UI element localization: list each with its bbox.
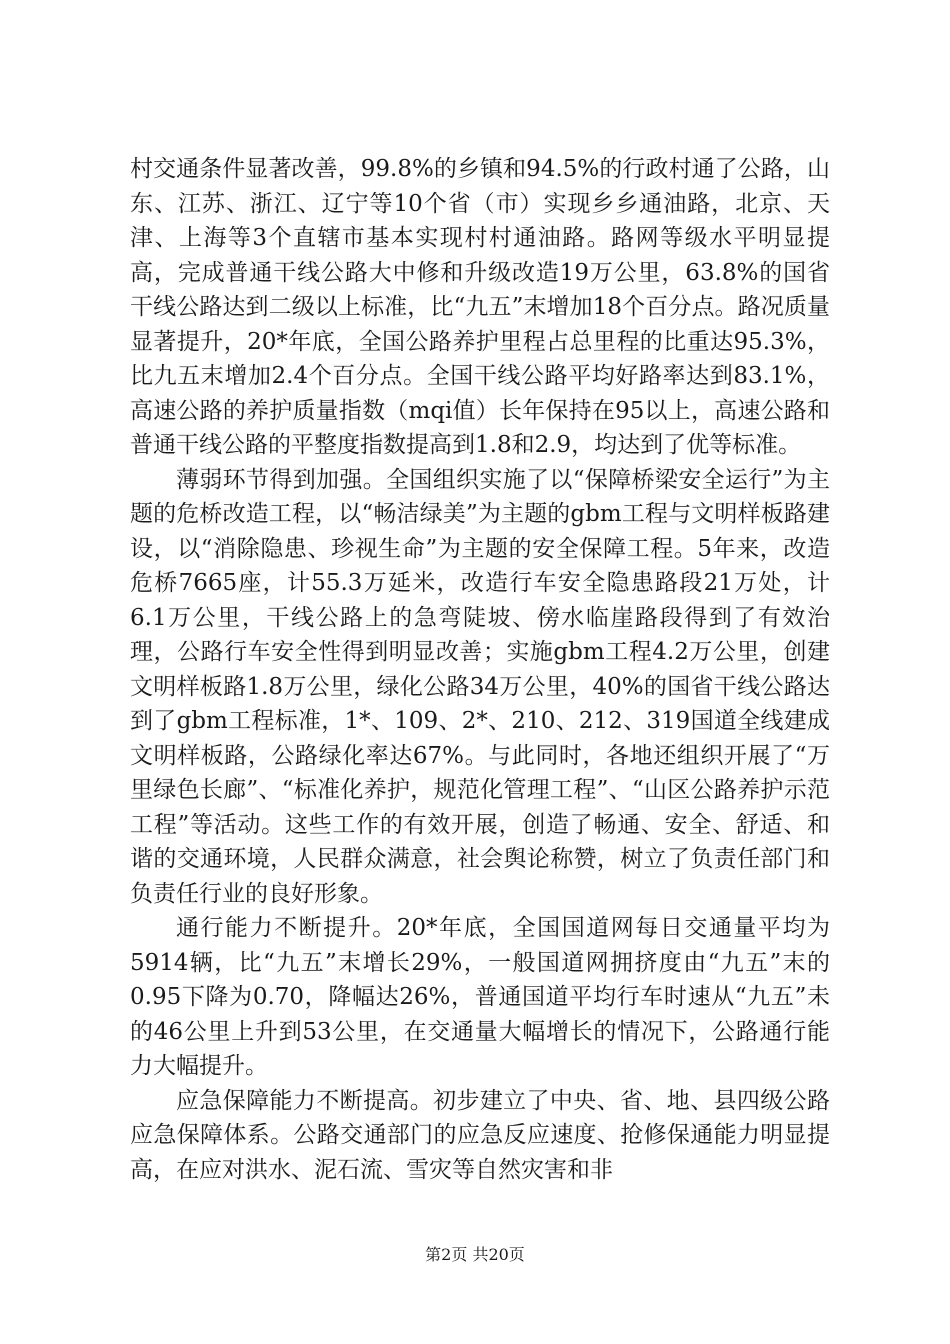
paragraph-emergency-support: 应急保障能力不断提高。初步建立了中央、省、地、县四级公路应急保障体系。公路交通部门的应急反应速度、抢修保通能力明显提高，在应对洪水、泥石流、雪灾等自然灾害和非 bbox=[130, 1087, 830, 1183]
document-body bbox=[130, 152, 830, 1187]
paragraph-weak-links: 薄弱环节得到加强。全国组织实施了以“保障桥梁安全运行”为主题的危桥改造工程，以“畅洁绿美”为主题的gbm工程与文明样板路建设，以“消除隐患、珍视生命”为主题的安全保障工程。5年来，改造危桥7665座，计55.3万延米，改造行车安全隐患路段21万处，计6.1万公里，干线公路上的急弯陡坡、傍水临崖路段得到了有效治理，公路行车安全性得到明显改善；实施gbm工程4.2万公里，创建文明样板路1.8万公里，绿化公路34万公里，40%的国省干线公路达到了gbm工程标准，1*、109、2*、210、212、319国道全线建成文明样板路，公路绿化率达67%。与此同时，各地还组织开展了“万里绿色长廊”、“标准化养护，规范化管理工程”、“山区公路养护示范工程”等活动。这些工作的有效开展，创造了畅通、安全、舒适、和谐的交通环境，人民群众满意，社会舆论称赞，树立了负责任部门和负责任行业的良好形象。 bbox=[130, 466, 830, 907]
page-number-footer: 第2页 共20页 bbox=[425, 1245, 525, 1264]
paragraph-traffic-capacity: 通行能力不断提升。20*年底，全国国道网每日交通量平均为5914辆，比“九五”末增长29%，一般国道网拥挤度由“九五”末的0.95下降为0.70，降幅达26%，普通国道平均行车时速从“九五”未的46公里上升到53公里，在交通量大幅增长的情况下，公路通行能力大幅提升。 bbox=[130, 915, 830, 1079]
paragraph-road-network: 村交通条件显著改善，99.8%的乡镇和94.5%的行政村通了公路，山东、江苏、浙江、辽宁等10个省（市）实现乡乡通油路，北京、天津、上海等3个直辖市基本实现村村通油路。路网等级水平明显提高，完成普通干线公路大中修和升级改造19万公里，63.8%的国省干线公路达到二级以上标准，比“九五”末增加18个百分点。路况质量显著提升，20*年底，全国公路养护里程占总里程的比重达95.3%，比九五末增加2.4个百分点。全国干线公路平均好路率达到83.1%，高速公路的养护质量指数（mqi值）长年保持在95以上，高速公路和普通干线公路的平整度指数提高到1.8和2.9，均达到了优等标准。 bbox=[130, 156, 830, 458]
